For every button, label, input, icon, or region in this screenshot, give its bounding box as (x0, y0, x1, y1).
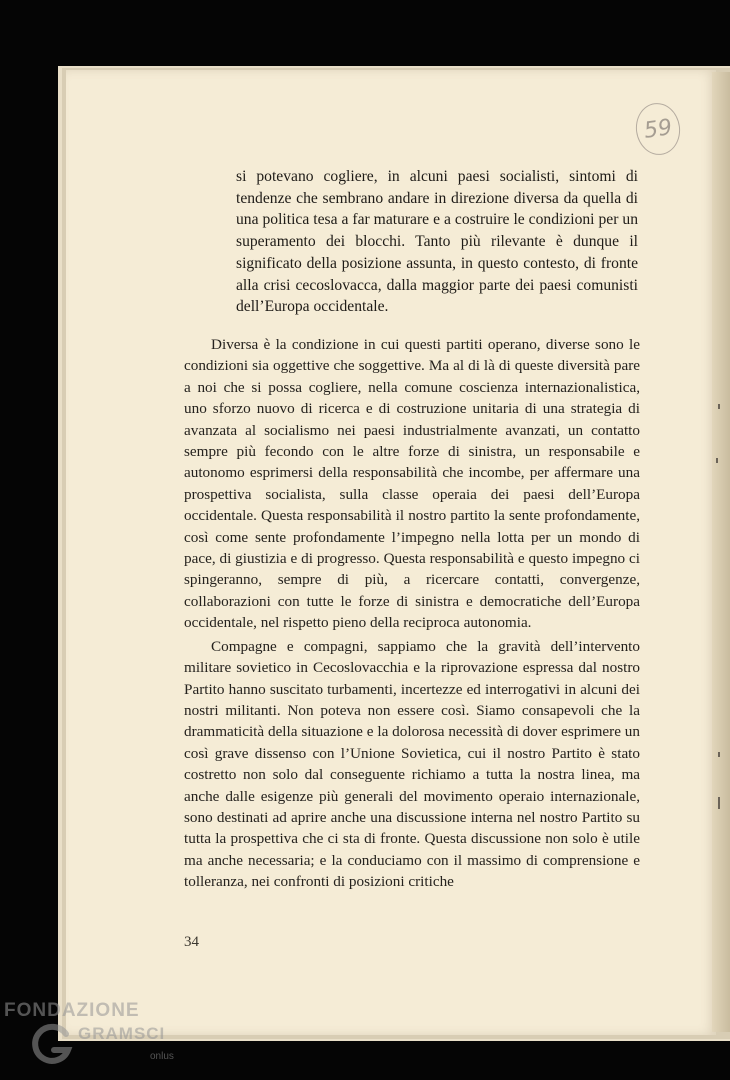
handwritten-number: 59 (642, 114, 674, 144)
page-fold-edge (712, 72, 730, 1032)
watermark-line2: GRAMSCI (78, 1024, 166, 1043)
paper-speck (718, 797, 720, 809)
watermark-line1: FONDAZIONE (4, 1000, 140, 1021)
body-text (184, 334, 640, 893)
paper-speck (718, 404, 720, 409)
page-number: 34 (184, 934, 199, 950)
fondazione-gramsci-watermark (0, 995, 200, 1080)
watermark-line3: onlus (150, 1051, 174, 1062)
gramsci-g-logo-icon (30, 1022, 74, 1066)
body-paragraph-1: Diversa è la condizione in cui questi partiti operano, diverse sono le condizioni sia oggettive che soggettive. Ma al di là di queste diversità pare a noi che si possa cogliere, nella comune coscienza internazionalistica, uno sforzo nuovo di ricerca e di costruzione unitaria di una strategia di avanzata al socialismo nei paesi industrialmente avanzati, un contatto sempre più fecondo con le altre forze di sinistra, un responsabile e autonomo esprimersi della responsabilità che incombe, per affermare una prospettiva socialista, sulla classe operaia dei paesi dell’Europa occidentale. Questa responsabilità il nostro partito la sente profondamente, così come sente profondamente l’impegno nella lotta per un mondo di pace, di giustizia e di progresso. Questa responsabilità e questo impegno ci spingeranno, sempre di più, a ricercare contatti, convergenze, collaborazioni con tutte le forze di sinistra e democratiche dell’Europa occidentale, nel rispetto pieno della reciproca autonomia. (184, 336, 640, 632)
body-paragraph-2: Compagne e compagni, sappiamo che la gravità dell’intervento militare sovietico in Cecoslovacchia e la riprovazione espressa dal nostro Partito hanno suscitato turbamenti, incertezze ed interrogativi in alcuni dei nostri militanti. Non poteva non essere così. Siamo consapevoli che la drammaticità della situazione e la dolorosa necessità di dover esprimere un così grave dissenso con l’Unione Sovietica, cui il nostro Partito è stato costretto non solo dal conseguente richiamo a tutta la nostra linea, ma anche dalle esigenze più generali del movimento operaio internazionale, sono destinati ad aprire anche una discussione interna nel nostro Partito su tutta la prospettiva che ci sta di fronte. Questa discussione non solo è utile ma anche necessaria; e la conduciamo con il massimo di comprensione e tolleranza, nei confronti di posizioni critiche (184, 637, 640, 891)
paper-speck (718, 752, 720, 757)
quoted-paragraph: si potevano cogliere, in alcuni paesi socialisti, sintomi di tendenze che sembrano andare in direzione diversa da quella di una politica tesa a far maturare e a costruire le condizioni per un superamento dei blocchi. Tanto più rilevante è dunque il significato della posizione assunta, in questo contesto, di fronte alla crisi cecoslovacca, dalla maggior parte dei paesi comunisti dell’Europa occidentale. (236, 168, 638, 316)
paper-speck (716, 458, 718, 463)
